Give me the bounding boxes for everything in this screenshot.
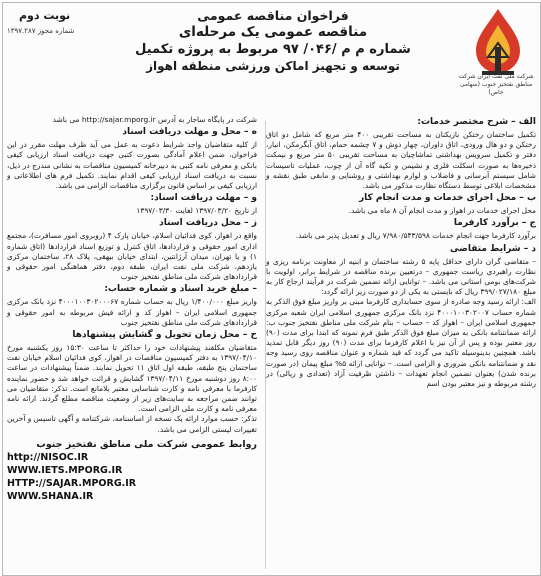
ad-title bbox=[93, 7, 453, 75]
ad-header bbox=[3, 3, 540, 115]
section-dal-heading: د – شرایط متقاضی bbox=[450, 243, 536, 254]
section-pe-heading: ج – برآورد کارفرما bbox=[453, 218, 536, 229]
section-he-text: از کلیه متقاضیان واجد شرایط دعوت به عمل می آید ظرف مهلت مقرر در این فراخوان، ضمن اعلام آمادگی بصورت کتبی جهت دریافت اسناد ارزیابی کیفی بانکی و معرفی نامه کتبی به دبیرخانه کمیسیون مناقصات به نشانی مندرج در ذیل، نسبت به دریافت اسناد ارزیابی کیفی اقدام نمایند. تکمیل فرم های اطلاعاتی و ارزیابی کیفی بر اساس قانون برگزاری مناقصات الزامی می باشد. bbox=[7, 140, 257, 191]
section-be-text: محل اجرای خدمات در اهواز و مدت انجام آن ۸ ماه می باشد. bbox=[348, 206, 536, 216]
section-ti-text: متقاضیان مکلفند پیشنهادات خود را حداکثر تا ساعت ۱۵:۳۰ روز یکشنبه مورخ ۱۳۹۷/۰۴/۱۰ به دفتر کمیسیون مناقصات در اهواز، کوی فدائیان اسلام خیابان نفت ساختمان پنج طبقه، طبقه اول اتاق ۱۱ تحویل نمایند. ضمناً پیشنهادات در ساعت ۸:۰۰ روز دوشنبه مورخ ۱۳۹۷/۰۴/۱۱ گشایش و قرائت خواهد شد و حضور نماینده کارفرما با معرفی نامه و کارت شناسایی معتبر بلامانع است. تذکر: متقاضیان می توانند ضمن مراجعه به سایت‌های زیر از وضعیت مناقصه مطلع گردند. ارائه نامه معرفی نامه و کارت ملی الزامی است. bbox=[7, 343, 257, 414]
public-relations-signature: روابط عمومی شرکت ملی مناطق نفتخیز جنوب bbox=[36, 438, 257, 450]
guarantee-text: الف: ارائه رسید وجه صادره از سوی حسابداری کارفرما مبنی بر واریز مبلغ فوق الذکر به شماره حساب ۴۰۰۰۱۰۰۳۰۲۰۰۷ نزد بانک مرکزی جمهوری اسلامی ایران شعبه مرکزی جمهوری اسلامی ایران – اهواز کد – حساب – بنام شرکت ملی مناطق نفتخیز جنوب ب: ارائه ضمانتنامه بانکی به میزان مبلغ فوق الذکر طبق فرم نمونه که ابتدا برای مدت (۹۰) روز معتبر بوده و پس از آن نیز با اعلام کارفرما برای مدت (۹۰) روز دیگر قابل تمدید باشد. همچنین بدینوسیله تاکید می گردد که قید شماره و عنوان مناقصه روی رسید وجه نقد و ضمانتنامه بانکی ضروری و الزامی است. – توانایی ارائه ۵% مبلغ پیمان (در صورت برنده شدن) بعنوان تضمین انجام تعهدات – داشتن ظرفیت آزاد (تعدادی و ریالی) در رشته مربوطه و نیز معتبر بودن اسم bbox=[266, 297, 537, 389]
url-link-iets[interactable]: WWW.IETS.MPORG.IR bbox=[7, 464, 123, 476]
section-dal-text: – متقاضی گران دارای حداقل پایه ۵ رشته ساختمان و ابنیه از معاونت برنامه ریزی و نظارت راهبردی ریاست جمهوری – درتعیین برنده مناقصه در شرایط برابر، اولویت با شرکت‌های بومی استانی می باشد. – توانایی ارائه تضمین شرکت در فرآیند ارجاع کار به مبلغ ۳۹۹/۰۲۷/۱۸۰ ریال که بایستی به یکی از دو صورت زیر ارائه گردد: bbox=[266, 256, 536, 297]
round-label: نوبت دوم bbox=[19, 9, 71, 22]
left-column bbox=[7, 115, 257, 503]
section-be-heading: ب – محل اجرای خدمات و مدت انجام کار bbox=[358, 193, 536, 204]
right-column bbox=[266, 115, 536, 389]
url-link-sajar[interactable]: HTTP://SAJAR.MPORG.IR bbox=[7, 477, 137, 489]
section-alef-text: تکمیل ساختمان رختکن بازیکنان به مساحت تقریبی ۴۰۰ متر مربع که شامل دو اتاق رختکن و دو هال ورودی، اتاق داوران، چهار دوش و ۷ چشمه حمام، اتاق آبگرمکن، انبار، دفتر و تکمیل سرویس بهداشتی تماشاچیان به مساحت تقریبی ۵۰ متر مربع و نیمکت ذخیره‌ها به صورت اسکلت فلزی و نشیمن و تکیه گاه آن از چوب، عملیات تاسیسات شامل سیستم آبرسانی و فاضلاب و لوازم بهداشتی و روشنایی و مابقی طبق نقشه و مشخصات ابلاغی توسط دستگاه نظارت مذکور می باشد. bbox=[266, 130, 537, 191]
section-vav-heading: و – مهلت دریافت اسناد: bbox=[150, 193, 257, 204]
oil-company-logo-icon bbox=[464, 7, 532, 79]
section-ha-text: واریز مبلغ ۱/۴۰۰/۰۰۰ ریال به حساب شماره ۴۰۰۰۱۰۰۳۰۲۰۰۰۶۷ نزد بانک مرکزی جمهوری اسلامی ایران – اهواز کد و ارائه فیش مربوطه به امور حقوقی و قراردادهای شرکت ملی مناطق نفتخیز جنوب bbox=[7, 297, 257, 327]
url-link-nisoc[interactable]: http://NISOC.IR bbox=[7, 451, 89, 463]
title-line-2: مناقصه عمومی یک مرحله‌ای bbox=[178, 24, 368, 40]
section-alef-heading: الف – شرح مختصر خدمات: bbox=[417, 117, 536, 127]
sajar-intro-text: شرکت در پایگاه ساجار به آدرس http://sajar.mporg.ir می باشد bbox=[52, 115, 257, 124]
logo-caption: شرکت ملی نفت ایران شرکت مناطق نفتخیز جنوب (سهامی خاص) bbox=[458, 73, 534, 96]
section-ti-note: تذکر: حسب موارد ارائه یک نسخه از اساسنامه، شرکتنامه و آگهی تاسیس و آخرین تغییرات لیستی الزامی می باشد. bbox=[7, 414, 257, 434]
section-ze-heading: ز – محل دریافت اسناد bbox=[159, 218, 257, 229]
section-ti-heading: ح – محل زمان تحویل و گشایش پیشنهادها bbox=[72, 330, 257, 341]
section-vav-text: از تاریخ ۱۳۹۷/۰۳/۲۰ لغایت ۱۳۹۷/۰۳/۳۰ bbox=[136, 206, 257, 216]
title-line-4: توسعه و تجهیز اماکن ورزشی منطقه اهواز bbox=[146, 59, 400, 73]
section-ha-heading: – مبلغ خرید اسناد و شماره حساب: bbox=[104, 284, 257, 295]
title-line-1: فراخوان مناقصه عمومی bbox=[197, 8, 349, 23]
newspaper-ad bbox=[2, 2, 541, 576]
title-line-3: شماره م م /۰۴۶/ ۹۷ مربوط به پروژه تکمیل bbox=[135, 42, 411, 57]
section-he-heading: ه – محل و مهلت دریافت اسناد bbox=[122, 127, 257, 138]
url-link-shana[interactable]: WWW.SHANA.IR bbox=[7, 490, 94, 502]
section-pe-text: برآورد کارفرما جهت انجام خدمات ۷/۹۸۰/۵۴۳/۵۹۸ ریال و تعدیل پذیر می باشد. bbox=[295, 231, 536, 241]
section-ze-text: واقع در اهواز، کوی فدائیان اسلام، خیابان پارک ۴ (روبروی امور مسافرت)، مجتمع اداری امور حقوقی و قراردادها، اتاق کنترل و توزیع اسناد قراردادها (اتاق شماره ۱) و یا تهران، میدان آرژانتین، ابتدای خیابان بیهقی، پلاک ۲۸، ساختمان مرکزی یازدهم، شرکت ملی نفت ایران، طبقه دوم، دفتر هماهنگی امور حقوقی و قراردادهای شرکت ملی مناطق نفتخیز جنوب bbox=[7, 231, 257, 282]
permit-number: شماره مجوز ۱۳۹۷.۲۸۷ bbox=[7, 27, 75, 35]
